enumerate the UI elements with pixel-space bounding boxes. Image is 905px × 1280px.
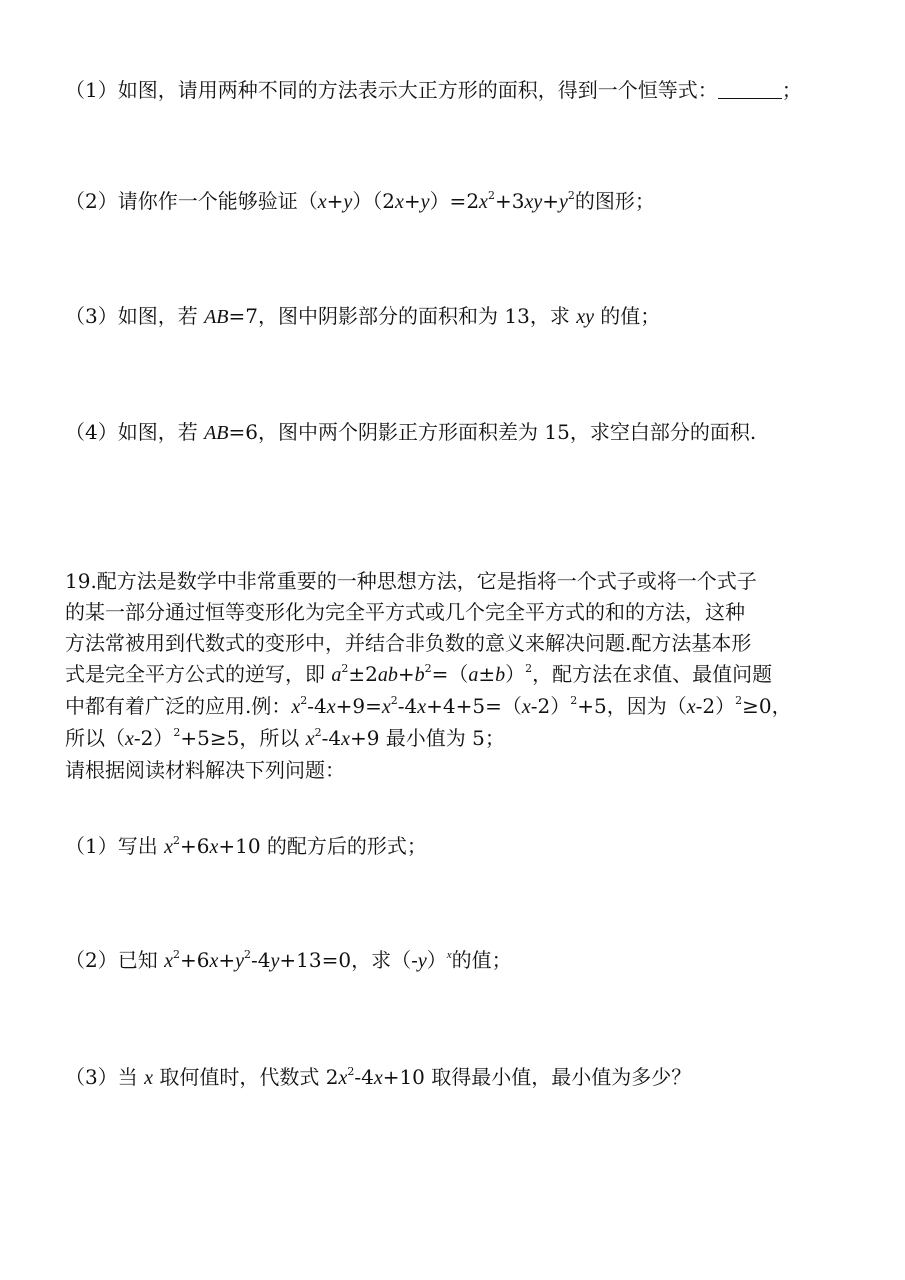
q19-line5: 中都有着广泛的应用.例：$x^2-4x+9=x^2-4x+4+5=(x-2)^2+5$，因为$(x-2)^2\ge 0$， bbox=[65, 694, 792, 718]
q19-part2: （2）已知 $x^2+6x+y^2-4y+13=0$，求$(-y)^x$的值； bbox=[65, 948, 512, 972]
q19-line4: 式是完全平方公式的逆写，即 $a^2\pm 2ab+b^2=(a\pm b)^2$，配方法在求值、最值问题 bbox=[65, 662, 773, 686]
q18-part3: （3）如图，若 AB=7，图中阴影部分的面积和为 13，求 xy 的值； bbox=[65, 304, 661, 328]
q19-line2: 的某一部分通过恒等变形化为完全平方式或几个完全平方式的和的方法，这种 bbox=[65, 600, 745, 624]
q18-part2: （2）请你作一个能够验证$(x+y)(2x+y)=2x^2+3xy+y^2$的图形； bbox=[65, 189, 655, 213]
q19-paragraph bbox=[65, 566, 843, 786]
q19-line1: 19.配方法是数学中非常重要的一种思想方法，它是指将一个式子或将一个式子 bbox=[65, 569, 757, 593]
q19-line3: 方法常被用到代数式的变形中，并结合非负数的意义来解决问题.配方法基本形 bbox=[65, 631, 752, 655]
q19-line6: 所以$(x-2)^2+5\ge 5$，所以 $x^2-4x+9$ 最小值为 5； bbox=[65, 726, 505, 750]
q19-line7: 请根据阅读材料解决下列问题： bbox=[65, 758, 345, 782]
q18-part1: （1）如图，请用两种不同的方法表示大正方形的面积，得到一个恒等式： ； bbox=[65, 78, 802, 102]
q18-part4: （4）如图，若 AB=6，图中两个阴影正方形面积差为 15，求空白部分的面积. bbox=[65, 420, 757, 444]
answer-blank bbox=[718, 80, 782, 99]
q19-part1: （1）写出 $x^2+6x+10$ 的配方后的形式； bbox=[65, 834, 427, 858]
q19-part3: （3）当 x 取何值时，代数式 $2x^2-4x+10$ 取得最小值，最小值为多少？ bbox=[65, 1065, 692, 1089]
